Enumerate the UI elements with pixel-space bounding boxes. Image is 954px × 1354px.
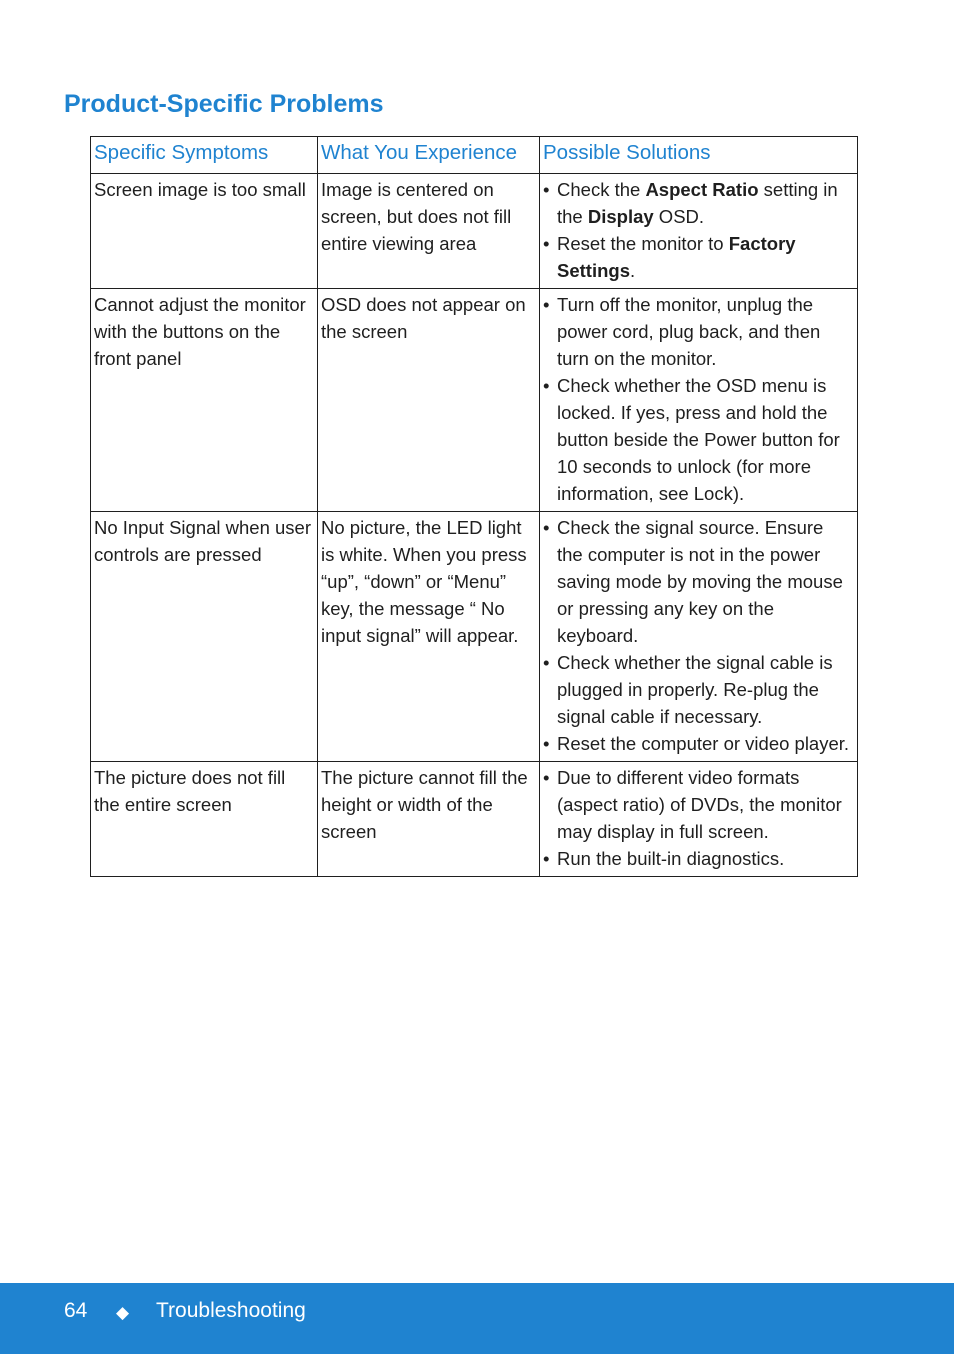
solution-text: Reset the computer or video player. — [557, 733, 850, 754]
symptom-cell: No Input Signal when user controls are pressed — [91, 512, 318, 762]
solution-item — [543, 764, 854, 845]
page-title: Product-Specific Problems — [64, 90, 384, 118]
diamond-separator-icon: ◆ — [116, 1303, 130, 1322]
solution-text: Due to different video formats (aspect ratio) of DVDs, the monitor may display in full screen. — [557, 767, 842, 842]
solution-text: OSD. — [653, 206, 705, 227]
solution-emphasis: Display — [587, 206, 654, 227]
experience-cell: The picture cannot fill the height or width of the screen — [318, 762, 540, 877]
solutions-cell — [540, 512, 858, 762]
solution-item — [543, 649, 854, 730]
experience-cell: No picture, the LED light is white. When you press “up”, “down” or “Menu” key, the message “ No input signal” will appear. — [318, 512, 540, 762]
solutions-cell — [540, 289, 858, 512]
table-row — [91, 512, 858, 762]
problems-table — [90, 136, 858, 877]
page-footer — [0, 1283, 954, 1354]
header-possible-solutions: Possible Solutions — [540, 137, 858, 174]
solution-item — [543, 514, 854, 649]
solution-text: setting in the — [557, 179, 838, 227]
symptom-cell: Screen image is too small — [91, 174, 318, 289]
solution-emphasis: Factory Settings — [557, 233, 796, 281]
solutions-cell — [540, 174, 858, 289]
experience-cell: Image is centered on screen, but does not fill entire viewing area — [318, 174, 540, 289]
solution-text: Reset the monitor to — [557, 233, 729, 254]
table-row — [91, 289, 858, 512]
solution-text: Check the signal source. Ensure the computer is not in the power saving mode by moving the mouse or pressing any key on the keyboard. — [557, 517, 843, 646]
bullet-icon: • — [543, 848, 550, 869]
bullet-icon: • — [543, 233, 550, 254]
solution-text: Run the built-in diagnostics. — [557, 848, 785, 869]
solution-item — [543, 730, 854, 757]
solution-text: Check whether the signal cable is plugged in properly. Re-plug the signal cable if necessary. — [557, 652, 833, 727]
solution-item — [543, 176, 854, 230]
solution-emphasis: Aspect Ratio — [645, 179, 759, 200]
bullet-icon: • — [543, 767, 550, 788]
bullet-icon: • — [543, 294, 550, 315]
solution-text: Check whether the OSD menu is locked. If yes, press and hold the button beside the Power button for 10 seconds to unlock (for more information, see Lock). — [557, 375, 840, 504]
solution-text: Turn off the monitor, unplug the power cord, plug back, and then turn on the monitor. — [557, 294, 821, 369]
bullet-icon: • — [543, 652, 550, 673]
page-number: 64 — [64, 1299, 88, 1322]
solution-item — [543, 291, 854, 372]
bullet-icon: • — [543, 517, 550, 538]
solution-item — [543, 372, 854, 507]
header-specific-symptoms: Specific Symptoms — [91, 137, 318, 174]
solution-text: . — [629, 260, 636, 281]
experience-cell: OSD does not appear on the screen — [318, 289, 540, 512]
bullet-icon: • — [543, 375, 550, 396]
section-name: Troubleshooting — [156, 1299, 306, 1322]
symptom-cell: The picture does not fill the entire screen — [91, 762, 318, 877]
bullet-icon: • — [543, 179, 550, 200]
header-what-you-experience: What You Experience — [318, 137, 540, 174]
symptom-cell: Cannot adjust the monitor with the buttons on the front panel — [91, 289, 318, 512]
solution-item — [543, 230, 854, 284]
solution-item — [543, 845, 854, 872]
solutions-cell — [540, 762, 858, 877]
solution-text: Check the — [557, 179, 646, 200]
table-row — [91, 762, 858, 877]
bullet-icon: • — [543, 733, 550, 754]
table-row — [91, 174, 858, 289]
table-header-row — [91, 137, 858, 174]
